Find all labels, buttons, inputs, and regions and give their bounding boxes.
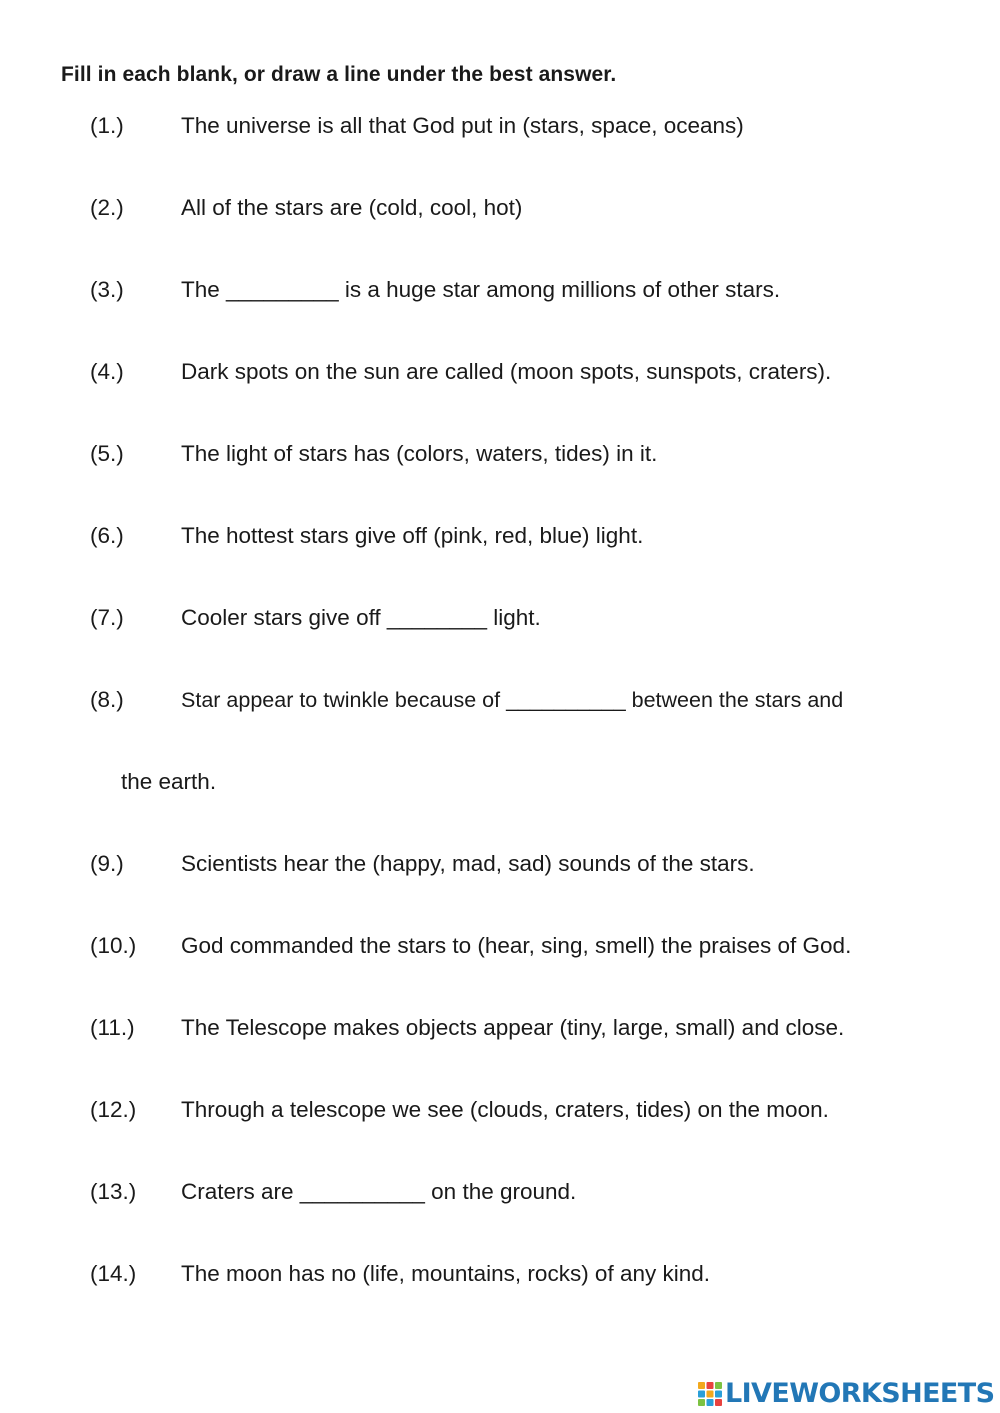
question-text: Scientists hear the (happy, mad, sad) sounds of the stars. (181, 851, 755, 876)
question-text: Through a telescope we see (clouds, craters, tides) on the moon. (181, 1097, 829, 1122)
question-number: (1.) (90, 113, 124, 138)
liveworksheets-logo-icon (697, 1381, 723, 1407)
question-number: (14.) (90, 1261, 137, 1286)
question-text: Star appear to twinkle because of __________ between the stars and (181, 688, 844, 712)
question-number: (9.) (90, 851, 124, 876)
question-number: (8.) (90, 687, 124, 712)
question-number: (4.) (90, 359, 124, 384)
question-text: The light of stars has (colors, waters, tides) in it. (181, 441, 658, 466)
question-text: All of the stars are (cold, cool, hot) (181, 195, 523, 220)
liveworksheets-wordmark: LIVEWORKSHEETS (725, 1378, 995, 1409)
question-number: (12.) (90, 1097, 137, 1122)
instructions-heading: Fill in each blank, or draw a line under the best answer. (61, 63, 617, 86)
question-text: The _________ is a huge star among millions of other stars. (181, 277, 781, 302)
question-text: The hottest stars give off (pink, red, blue) light. (181, 523, 644, 548)
question-text: God commanded the stars to (hear, sing, smell) the praises of God. (181, 933, 852, 958)
question-text: The moon has no (life, mountains, rocks) of any kind. (181, 1261, 711, 1286)
liveworksheets-watermark (697, 1377, 994, 1411)
question-text: Dark spots on the sun are called (moon spots, sunspots, craters). (181, 359, 832, 384)
question-text-continuation: the earth. (121, 769, 217, 794)
question-text: Craters are __________ on the ground. (181, 1179, 577, 1204)
question-number: (7.) (90, 605, 124, 630)
question-text: The Telescope makes objects appear (tiny, large, small) and close. (181, 1015, 845, 1040)
question-text: The universe is all that God put in (stars, space, oceans) (181, 113, 744, 138)
question-number: (13.) (90, 1179, 137, 1204)
question-number: (10.) (90, 933, 137, 958)
question-number: (5.) (90, 441, 124, 466)
question-number: (6.) (90, 523, 124, 548)
question-number: (11.) (90, 1015, 135, 1040)
question-text: Cooler stars give off ________ light. (181, 605, 541, 630)
question-number: (2.) (90, 195, 124, 220)
question-number: (3.) (90, 277, 124, 302)
